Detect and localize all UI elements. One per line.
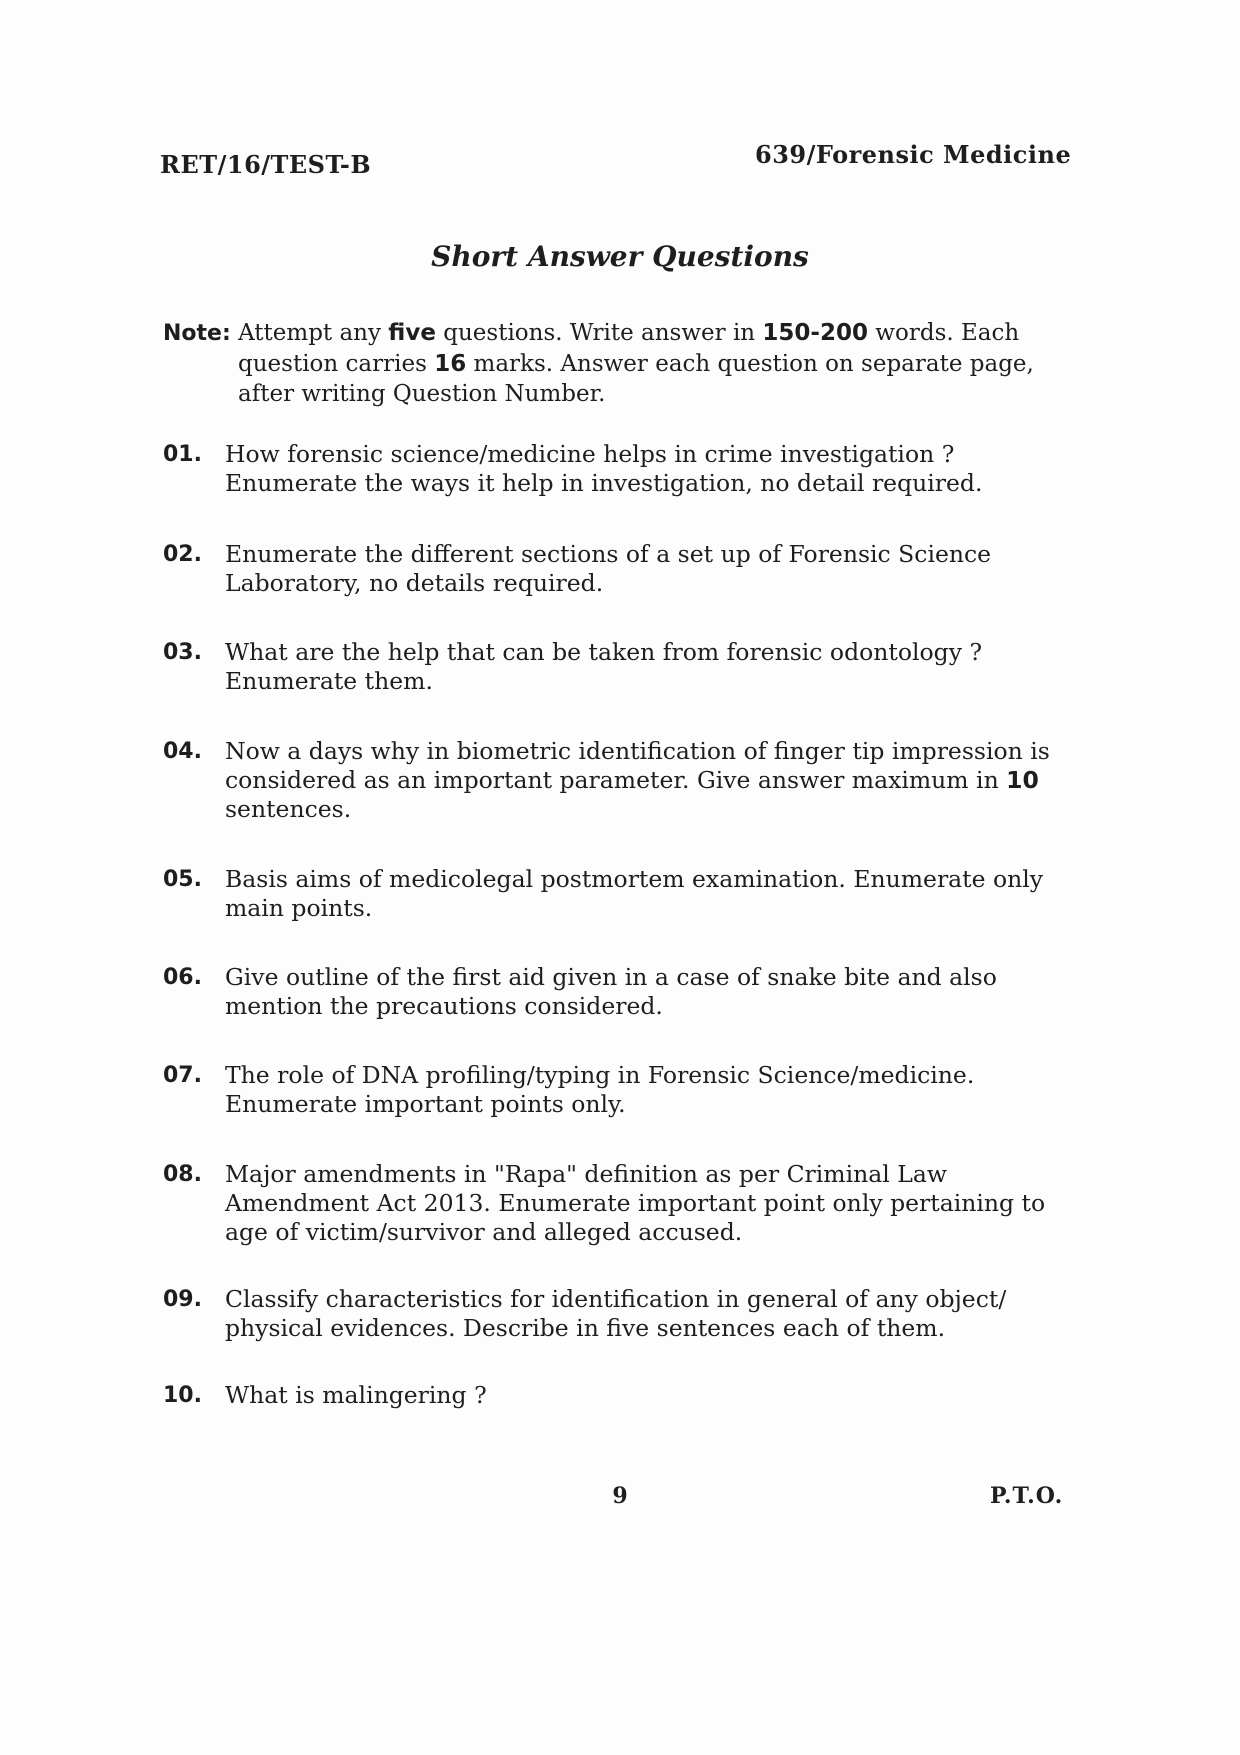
question-10 [163,1381,1078,1410]
question-number: 09. [163,1287,202,1312]
question-number: 03. [163,640,202,665]
question-text [225,1381,1078,1410]
question-number: 05. [163,867,202,892]
question-number: 01. [163,442,202,467]
question-number: 06. [163,965,202,990]
question-line: What is malingering ? [225,1381,487,1409]
question-line: Give outline of the first aid given in a case of snake bite and also [225,963,997,991]
question-line: physical evidences. Describe in five sentences each of them. [225,1314,946,1342]
note-emphasis: five [388,320,436,346]
question-text [225,1285,1078,1343]
question-04 [163,737,1078,824]
question-text [225,963,1078,1021]
question-number: 04. [163,739,202,764]
question-text [225,737,1078,824]
instructions-note [163,318,1063,409]
section-title: Short Answer Questions [431,240,809,273]
question-05 [163,865,1078,923]
question-number: 10. [163,1383,202,1408]
question-line: Enumerate them. [225,667,433,695]
question-line: What are the help that can be taken from forensic odontology ? [225,638,983,666]
question-line: main points. [225,894,373,922]
question-07 [163,1061,1078,1119]
page-number: 9 [612,1483,628,1509]
question-text [225,1061,1078,1119]
question-text [225,440,1078,498]
note-text: words. Each [868,320,1020,346]
question-line: Basis aims of medicolegal postmortem examination. Enumerate only [225,865,1044,893]
question-line-text: considered as an important parameter. Give answer maximum in [225,766,1007,794]
question-line: Major amendments in "Rapa" definition as per Criminal Law [225,1160,947,1188]
question-line: Laboratory, no details required. [225,569,604,597]
question-emphasis: 10 [1006,766,1039,794]
question-line: age of victim/survivor and alleged accused. [225,1218,743,1246]
question-text [225,540,1078,598]
note-emphasis: 16 [434,351,467,377]
question-line: Classify characteristics for identification in general of any object/ [225,1285,1007,1313]
question-text [225,1160,1078,1247]
subject-title: 639/Forensic Medicine [755,140,1072,169]
note-text: questions. Write answer in [435,320,763,346]
question-line: Enumerate important points only. [225,1090,626,1118]
question-text [225,865,1078,923]
note-text: question carries [238,351,435,377]
question-number: 08. [163,1162,202,1187]
question-line: mention the precautions considered. [225,992,663,1020]
please-turn-over: P.T.O. [990,1483,1064,1509]
question-06 [163,963,1078,1021]
question-08 [163,1160,1078,1247]
question-line: Now a days why in biometric identification of finger tip impression is [225,737,1050,765]
note-line-1 [163,318,1063,349]
note-line-2 [163,349,1063,379]
question-line: Amendment Act 2013. Enumerate important point only pertaining to [225,1189,1046,1217]
exam-code: RET/16/TEST-B [160,150,372,179]
note-emphasis: 150-200 [762,320,868,346]
question-09 [163,1285,1078,1343]
question-line: Enumerate the different sections of a set up of Forensic Science [225,540,992,568]
question-number: 02. [163,542,202,567]
question-line: How forensic science/medicine helps in crime investigation ? [225,440,955,468]
question-number: 07. [163,1063,202,1088]
question-03 [163,638,1078,696]
note-label: Note: [163,321,231,346]
question-02 [163,540,1078,598]
question-01 [163,440,1078,498]
question-line: sentences. [225,795,352,823]
note-text: marks. Answer each question on separate page, [466,351,1034,377]
question-text [225,638,1078,696]
note-line-3: after writing Question Number. [238,381,606,407]
question-line: Enumerate the ways it help in investigation, no detail required. [225,469,983,497]
question-line [225,766,1078,795]
question-line: The role of DNA profiling/typing in Forensic Science/medicine. [225,1061,975,1089]
note-text: Attempt any [230,320,389,346]
